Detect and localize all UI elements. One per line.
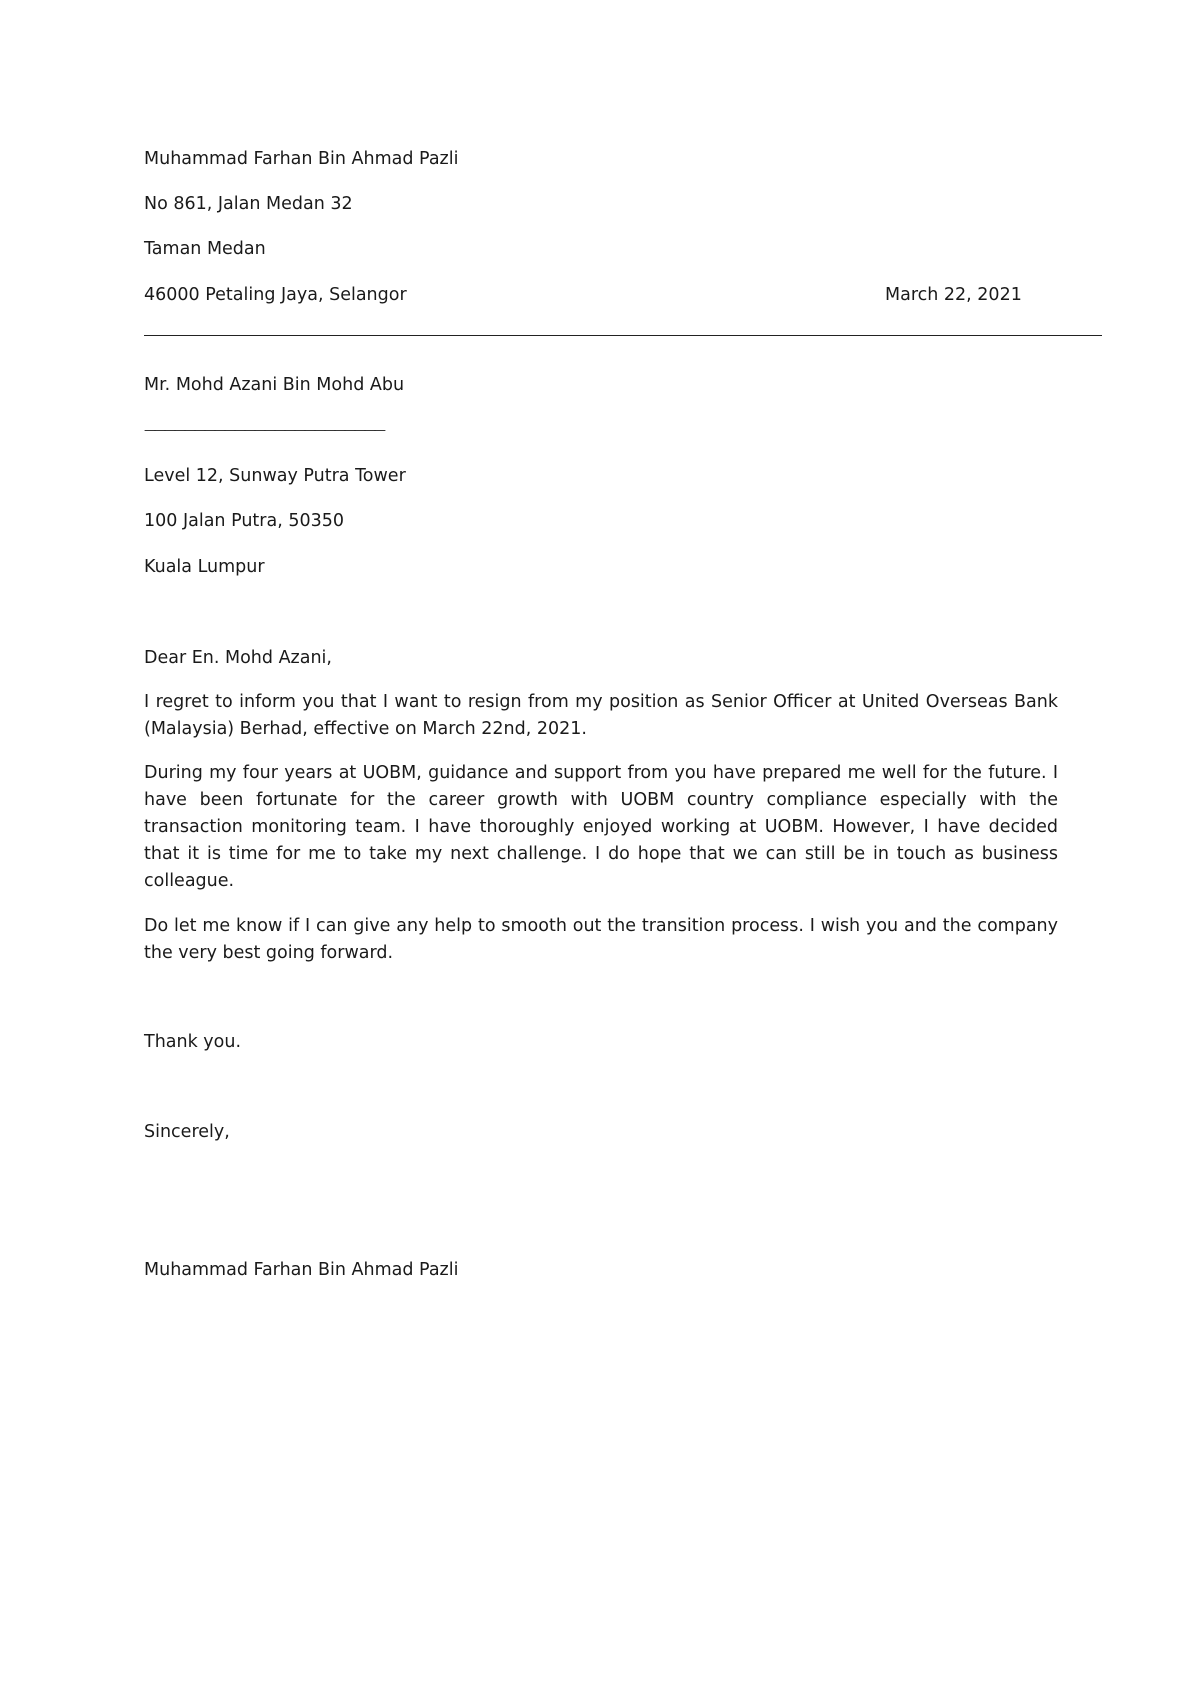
- sender-address-line3: 46000 Petaling Jaya, Selangor: [144, 285, 407, 305]
- recipient-address-line2: 100 Jalan Putra, 50350: [144, 511, 345, 531]
- body-paragraph-1: I regret to inform you that I want to resign from my position as Senior Officer at United Overseas Bank (Malaysia) Berhad, effective on March 22nd, 2021.: [144, 692, 1058, 739]
- recipient-address-line1: Level 12, Sunway Putra Tower: [144, 466, 406, 486]
- recipient-name: Mr. Mohd Azani Bin Mohd Abu: [144, 375, 405, 395]
- sender-name: Muhammad Farhan Bin Ahmad Pazli: [144, 149, 459, 169]
- sender-address-line1: No 861, Jalan Medan 32: [144, 194, 353, 214]
- thanks-line: Thank you.: [144, 1032, 242, 1052]
- salutation: Dear En. Mohd Azani,: [144, 648, 332, 668]
- body-paragraph-2: During my four years at UOBM, guidance and support from you have prepared me well for the future. I have been fortunate for the career growth with UOBM country compliance especially with the transaction monitoring team. I have thoroughly enjoyed working at UOBM. However, I have decided that it is time for me to take my next challenge. I do hope that we can still be in touch as business colleague.: [144, 763, 1058, 891]
- header-divider: [144, 335, 1102, 336]
- letter-date: March 22, 2021: [885, 285, 1022, 305]
- recipient-address-line3: Kuala Lumpur: [144, 557, 265, 577]
- body-paragraph-3: Do let me know if I can give any help to smooth out the transition process. I wish you and the company the very best going forward.: [144, 916, 1058, 963]
- sender-address-line2: Taman Medan: [144, 239, 266, 259]
- recipient-blank-line: ————————————————————————: [144, 423, 384, 437]
- closing-line: Sincerely,: [144, 1122, 230, 1142]
- signature-name: Muhammad Farhan Bin Ahmad Pazli: [144, 1260, 459, 1280]
